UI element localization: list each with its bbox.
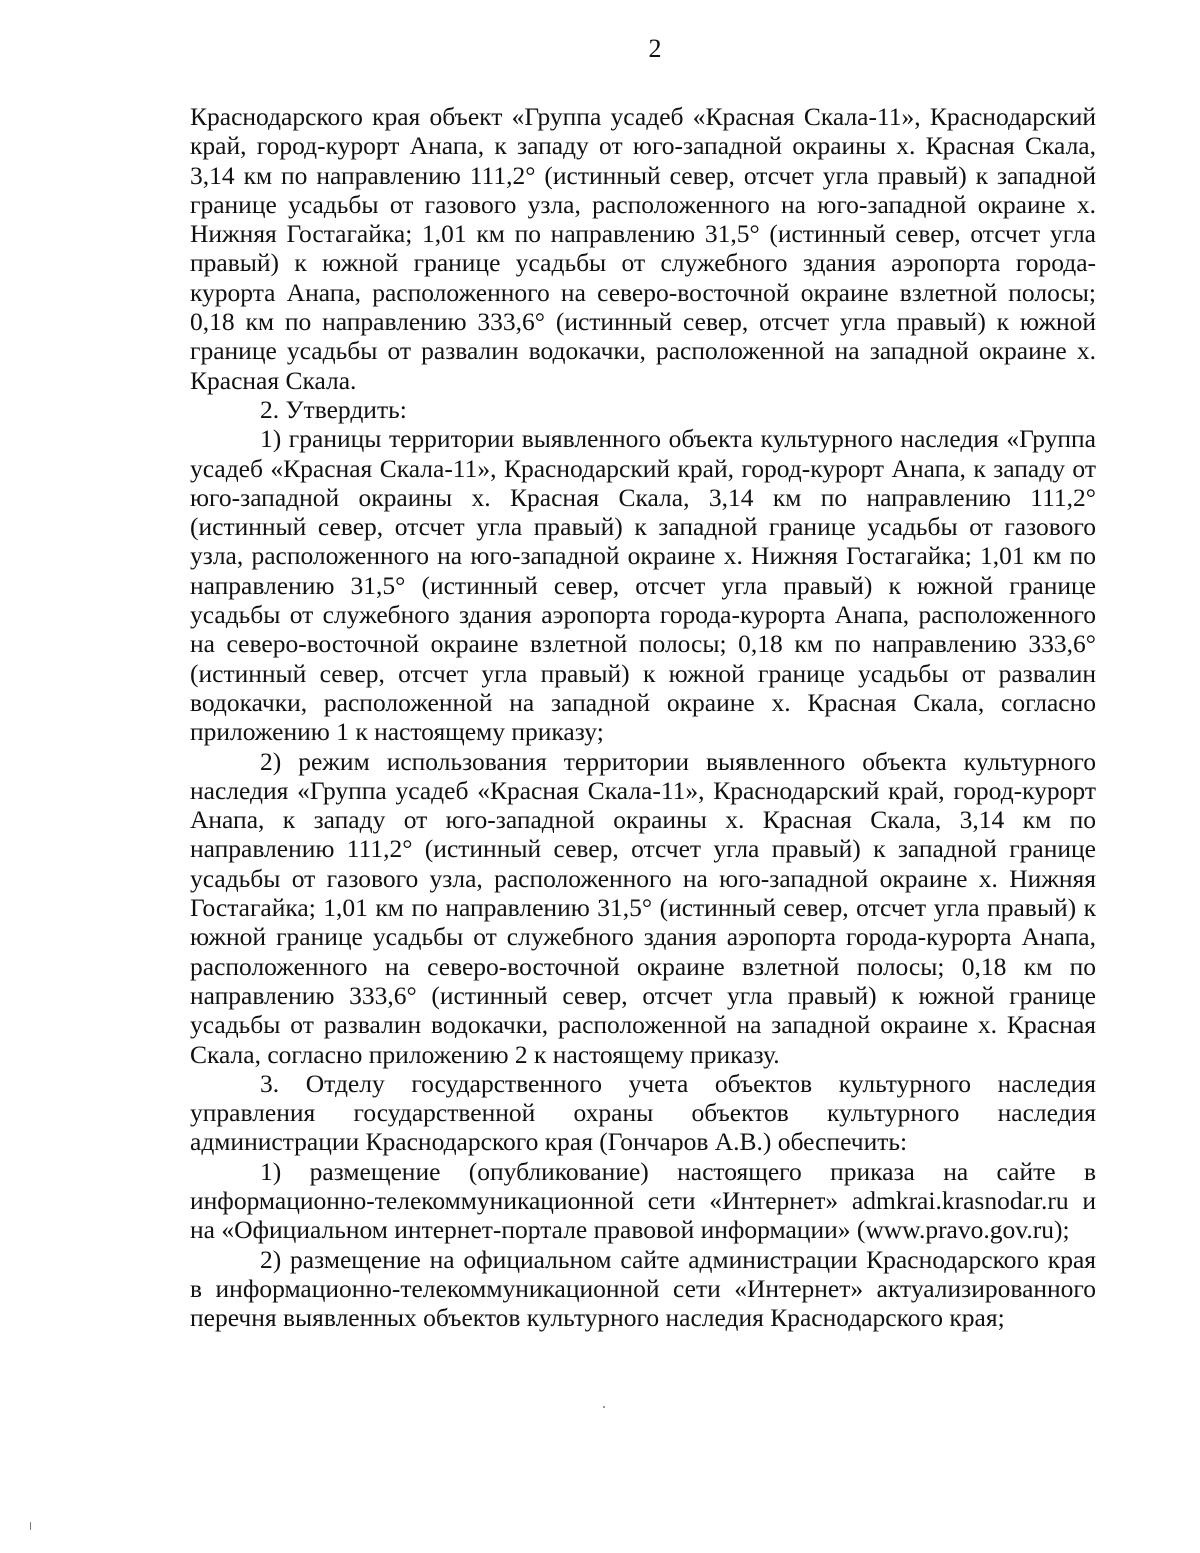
document-body bbox=[190, 102, 1096, 1332]
paragraph-item-3: 3. Отделу государственного учета объектов культурного наследия управления государственной охраны объектов культурного наследия администрации Краснодарского края (Гончаров А.В.) обеспечить: bbox=[190, 1068, 1096, 1157]
scan-speck bbox=[603, 1406, 605, 1408]
page-number: 2 bbox=[648, 34, 662, 63]
paragraph-item-3-1: 1) размещение (опубликование) настоящего приказа на сайте в информационно-телекоммуникационной сети «Интернет» admkrai.krasnodar.ru и на «Официальном интернет-портале правовой информации» (www.pravo.gov.ru); bbox=[190, 1156, 1096, 1245]
paragraph-item-2: 2. Утвердить: bbox=[260, 394, 407, 424]
scan-speck bbox=[30, 1522, 31, 1530]
paragraph-continuation: Краснодарского края объект «Группа усадеб «Красная Скала-11», Краснодарский край, город-курорт Анапа, к западу от юго-западной окраины х. Красная Скала, 3,14 км по направлению 111,2° (истинный север, отсчет угла правый) к западной границе усадьбы от газового узла, расположенного на юго-западной окраине х. Нижняя Гостагайка; 1,01 км по направлению 31,5° (истинный север, отсчет угла правый) к южной границе усадьбы от служебного здания аэропорта города-курорта Анапа, расположенного на северо-восточной окраине взлетной полосы; 0,18 км по направлению 333,6° (истинный север, отсчет угла правый) к южной границе усадьбы от развалин водокачки, расположенной на западной окраине х. Красная Скала. bbox=[190, 102, 1096, 395]
paragraph-item-2-2: 2) режим использования территории выявленного объекта культурного наследия «Группа усадеб «Красная Скала-11», Краснодарский край, город-курорт Анапа, к западу от юго-западной окраины х. Красная Скала, 3,14 км по направлению 111,2° (истинный север, отсчет угла правый) к западной границе усадьбы от газового узла, расположенного на юго-западной окраине х. Нижняя Гостагайка; 1,01 км по направлению 31,5° (истинный север, отсчет угла правый) к южной границе усадьбы от служебного здания аэропорта города-курорта Анапа, расположенного на северо-восточной окраине взлетной полосы; 0,18 км по направлению 333,6° (истинный север, отсчет угла правый) к южной границе усадьбы от развалин водокачки, расположенной на западной окраине х. Красная Скала, согласно приложению 2 к настоящему приказу. bbox=[190, 746, 1096, 1069]
paragraph-item-3-2: 2) размещение на официальном сайте администрации Краснодарского края в информационно-телекоммуникационной сети «Интернет» актуализированного перечня выявленных объектов культурного наследия Краснодарского края; bbox=[190, 1244, 1096, 1333]
paragraph-item-2-1: 1) границы территории выявленного объекта культурного наследия «Группа усадеб «Красная Скала-11», Краснодарский край, город-курорт Анапа, к западу от юго-западной окраины х. Красная Скала, 3,14 км по направлению 111,2° (истинный север, отсчет угла правый) к западной границе усадьбы от газового узла, расположенного на юго-западной окраине х. Нижняя Гостагайка; 1,01 км по направлению 31,5° (истинный север, отсчет угла правый) к южной границе усадьбы от служебного здания аэропорта города-курорта Анапа, расположенного на северо-восточной окраине взлетной полосы; 0,18 км по направлению 333,6° (истинный север, отсчет угла правый) к южной границе усадьбы от развалин водокачки, расположенной на западной окраине х. Красная Скала, согласно приложению 1 к настоящему приказу; bbox=[190, 424, 1096, 747]
